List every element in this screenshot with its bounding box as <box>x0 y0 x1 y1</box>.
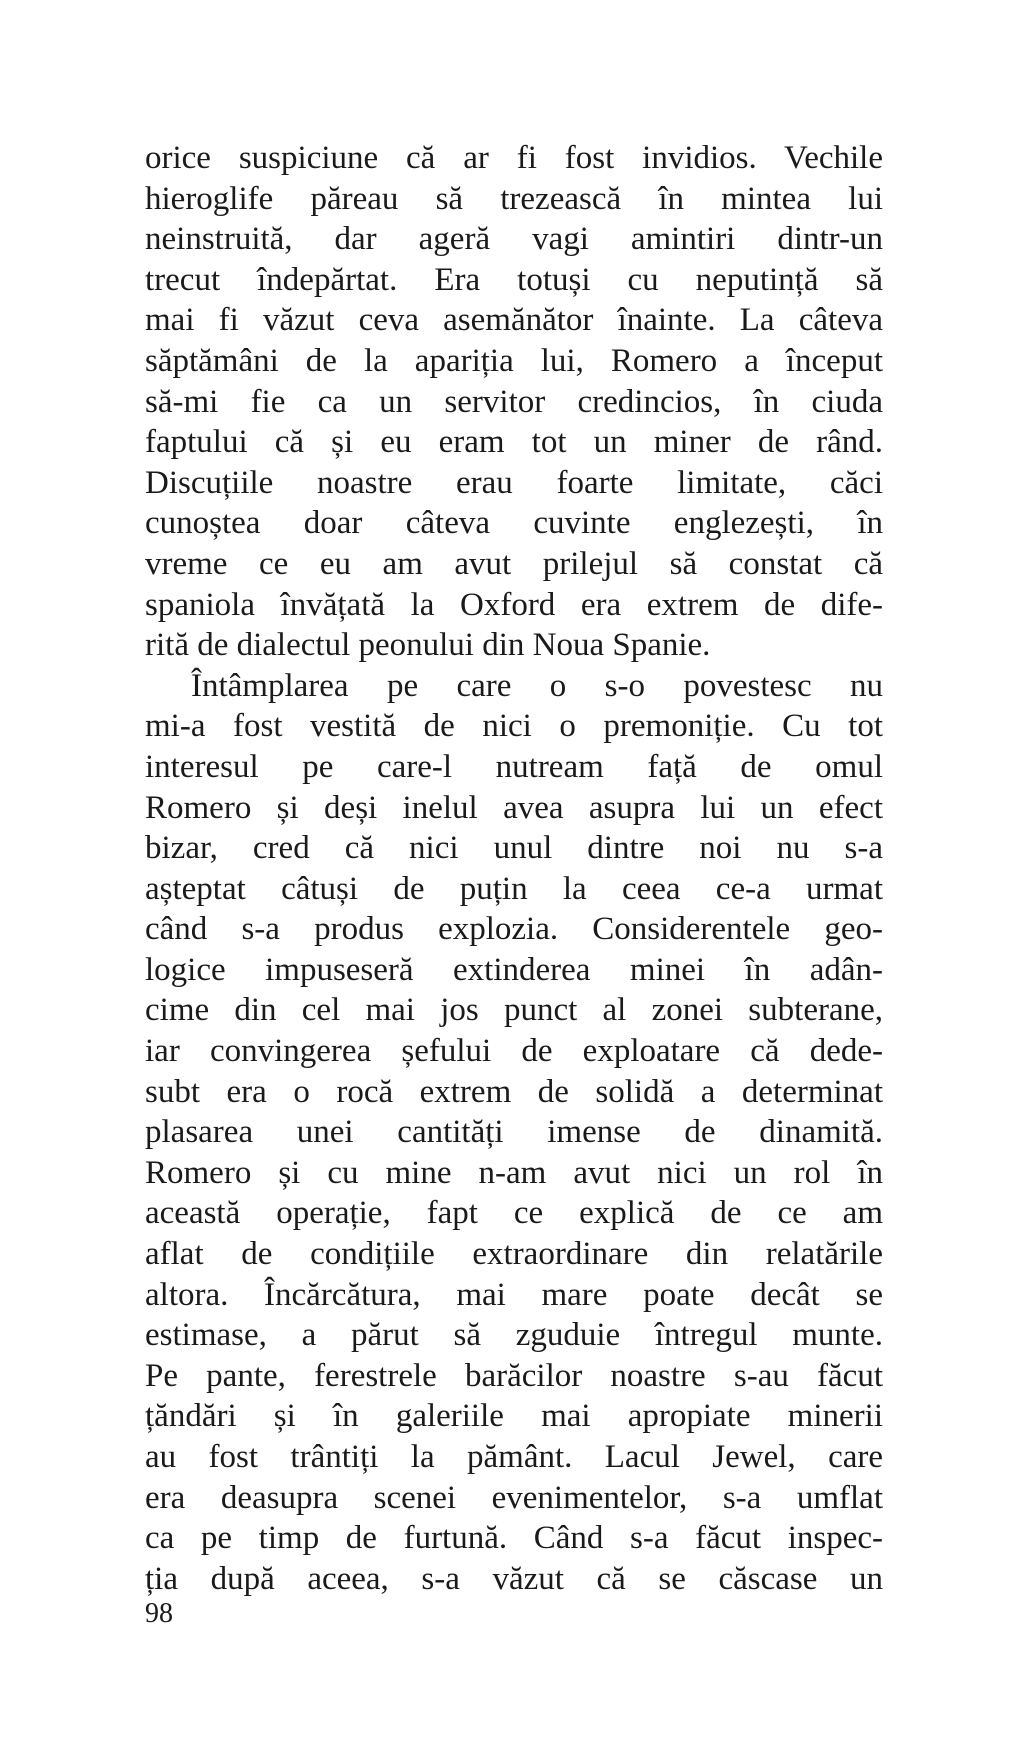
page-number: 98 <box>145 1598 173 1629</box>
text-line: au fost trântiți la pământ. Lacul Jewel, care <box>145 1439 883 1475</box>
text-line: săptămâni de la apariția lui, Romero a început <box>145 342 883 379</box>
text-line: bizar, cred că nici unul dintre noi nu s-a <box>145 830 883 867</box>
text-line: așteptat câtuși de puțin la ceea ce-a urmat <box>145 870 883 907</box>
text-line: altora. Încărcătura, mai mare poate decât se <box>145 1276 883 1313</box>
text-line: faptului că și eu eram tot un miner de rând. <box>145 424 883 461</box>
text-line: această operație, fapt ce explică de ce am <box>145 1195 883 1232</box>
book-page-body <box>145 138 883 1599</box>
text-line: Discuțiile noastre erau foarte limitate, căci <box>145 464 883 501</box>
text-line: țăndări și în galeriile mai apropiate minerii <box>145 1398 883 1435</box>
text-line: plasarea unei cantități imense de dinamită. <box>145 1114 883 1151</box>
text-line: orice suspiciune că ar fi fost invidios. Vechile <box>145 140 883 176</box>
text-line: mi-a fost vestită de nici o premoniție. Cu tot <box>145 708 883 745</box>
text-line: estimase, a părut să zguduie întregul munte. <box>145 1317 883 1354</box>
text-line: interesul pe care-l nutream față de omul <box>145 748 883 785</box>
text-line: Pe pante, ferestrele barăcilor noastre s-au făcut <box>145 1357 883 1394</box>
text-line: ca pe timp de furtună. Când s-a făcut inspec- <box>145 1520 883 1557</box>
text-line: Întâmplarea pe care o s-o povestesc nu <box>191 667 883 704</box>
text-line: era deasupra scenei evenimentelor, s-a umflat <box>145 1479 883 1516</box>
text-line: subt era o rocă extrem de solidă a determinat <box>145 1073 883 1110</box>
text-line: vreme ce eu am avut prilejul să constat că <box>145 545 883 582</box>
text-line: ția după aceea, s-a văzut că se căscase un <box>145 1560 883 1597</box>
text-line: cunoștea doar câteva cuvinte englezești, în <box>145 505 883 542</box>
text-line: iar convingerea șefului de exploatare că dede- <box>145 1033 883 1070</box>
text-line: să-mi fie ca un servitor credincios, în ciuda <box>145 383 883 420</box>
text-line: mai fi văzut ceva asemănător înainte. La câteva <box>145 302 883 339</box>
text-line: rită de dialectul peonului din Noua Spanie. <box>145 627 711 664</box>
text-line: hieroglife păreau să trezească în mintea lui <box>145 180 883 217</box>
text-line: când s-a produs explozia. Considerentele geo- <box>145 911 883 948</box>
text-line: aflat de condițiile extraordinare din relatările <box>145 1236 883 1273</box>
text-line: neinstruită, dar ageră vagi amintiri dintr-un <box>145 221 883 258</box>
text-line: spaniola învățată la Oxford era extrem de dife- <box>145 586 883 623</box>
text-line: trecut îndepărtat. Era totuși cu neputință să <box>145 261 883 298</box>
paragraph <box>145 666 883 1600</box>
paragraph <box>145 138 883 666</box>
text-line: Romero și deși inelul avea asupra lui un efect <box>145 789 883 826</box>
text-line: cime din cel mai jos punct al zonei subterane, <box>145 992 883 1029</box>
text-line: logice impuseseră extinderea minei în adân- <box>145 951 883 988</box>
text-line: Romero și cu mine n-am avut nici un rol în <box>145 1154 883 1191</box>
